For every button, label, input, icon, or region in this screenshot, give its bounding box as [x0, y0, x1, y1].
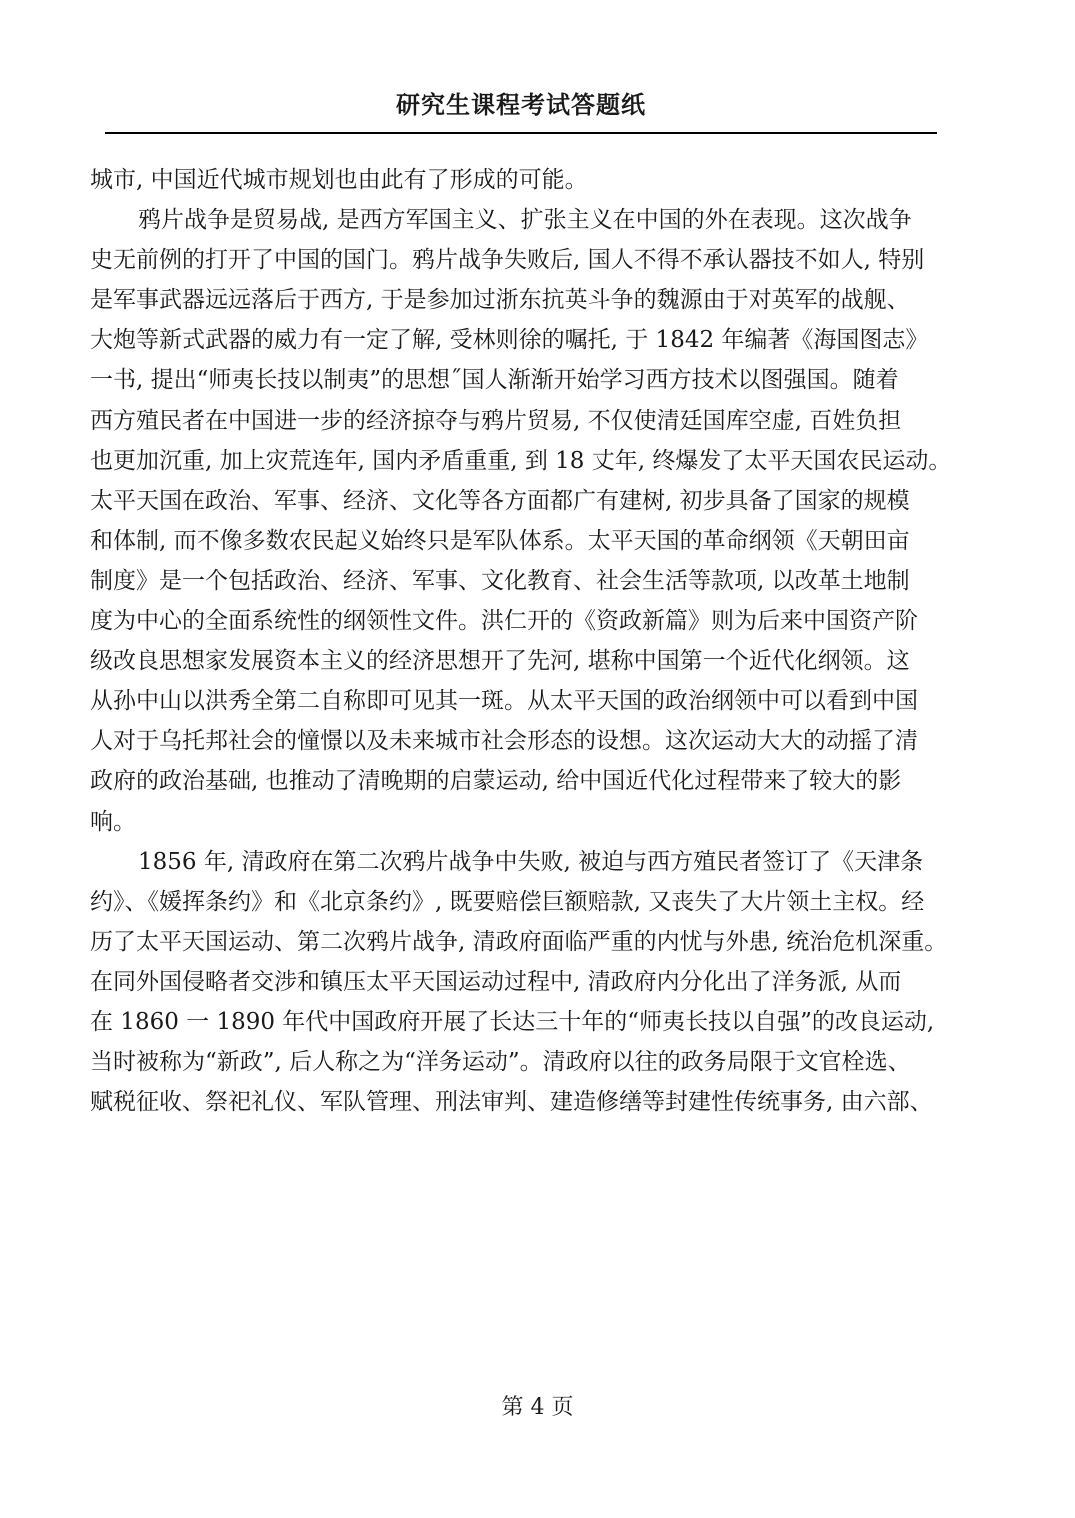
text-line: 史无前例的打开了中国的国门。鸦片战争失败后, 国人不得不承认器技不如人, 特别 — [90, 247, 925, 274]
text-line: 鸦片战争是贸易战, 是西方军国主义、扩张主义在中国的外在表现。这次战争 — [138, 207, 912, 234]
text-line: 度为中心的全面系统性的纲领性文件。洪仁开的《资政新篇》则为后来中国资产阶 — [90, 608, 918, 635]
text-line: 响。 — [90, 808, 136, 835]
text-line: 太平天国在政治、军事、经济、文化等各方面都广有建树, 初步具备了国家的规模 — [90, 487, 910, 514]
body-text — [90, 160, 990, 1122]
text-line: 在 1860 一 1890 年代中国政府开展了长达三十年的“师夷长技以自强”的改良运动, — [90, 1008, 935, 1035]
text-line: 级改良思想家发展资本主义的经济思想开了先河, 堪称中国第一个近代化纲领。这 — [90, 648, 910, 675]
page-number: 第 4 页 — [501, 1395, 574, 1420]
text-line: 制度》是一个包括政治、经济、军事、文化教育、社会生活等款项, 以改革土地制 — [90, 567, 910, 594]
text-line: 一书, 提出“师夷长技以制夷”的思想˝国人渐渐开始学习西方技术以图强国。随着 — [90, 367, 899, 394]
text-line: 和体制, 而不像多数农民起义始终只是军队体系。太平天国的革命纲领《天朝田亩 — [90, 527, 910, 554]
text-line: 从孙中山以洪秀全第二自称即可见其一斑。从太平天国的政治纲领中可以看到中国 — [90, 688, 918, 715]
text-line: 历了太平天国运动、第二次鸦片战争, 清政府面临严重的内忧与外患, 统治危机深重。 — [90, 928, 948, 955]
text-line: 大炮等新式武器的威力有一定了解, 受林则徐的嘱托, 于 1842 年编著《海国图志》 — [90, 327, 929, 354]
text-line: 人对于乌托邦社会的憧憬以及未来城市社会形态的设想。这次运动大大的动摇了清 — [90, 728, 918, 755]
page-header — [105, 88, 937, 134]
text-line: 约》、《媛挥条约》和《北京条约》, 既要赔偿巨额赔款, 又丧失了大片领土主权。经 — [90, 888, 925, 915]
text-line: 西方殖民者在中国进一步的经济掠夺与鸦片贸易, 不仅使清廷国库空虚, 百姓负担 — [90, 407, 902, 434]
text-line: 政府的政治基础, 也推动了清晚期的启蒙运动, 给中国近代化过程带来了较大的影 — [90, 768, 902, 795]
text-line: 赋税征收、祭祀礼仪、军队管理、刑法审判、建造修缮等封建性传统事务, 由六部、 — [90, 1089, 933, 1116]
text-line: 1856 年, 清政府在第二次鸦片战争中失败, 被迫与西方殖民者签订了《天津条 — [138, 848, 924, 875]
text-line: 在同外国侵略者交涉和镇压太平天国运动过程中, 清政府内分化出了洋务派, 从而 — [90, 968, 902, 995]
text-line: 城市, 中国近代城市规划也由此有了形成的可能。 — [90, 167, 588, 193]
text-line: 也更加沉重, 加上灾荒连年, 国内矛盾重重, 到 18 丈年, 终爆发了太平天国农民运动。 — [90, 447, 952, 474]
page-title: 研究生课程考试答题纸 — [396, 91, 646, 119]
text-line: 当时被称为“新政”, 后人称之为“洋务运动”。清政府以往的政务局限于文官栓选、 — [90, 1049, 911, 1076]
text-line: 是军事武器远远落后于西方, 于是参加过浙东抗英斗争的魏源由于对英军的战舰、 — [90, 287, 910, 314]
